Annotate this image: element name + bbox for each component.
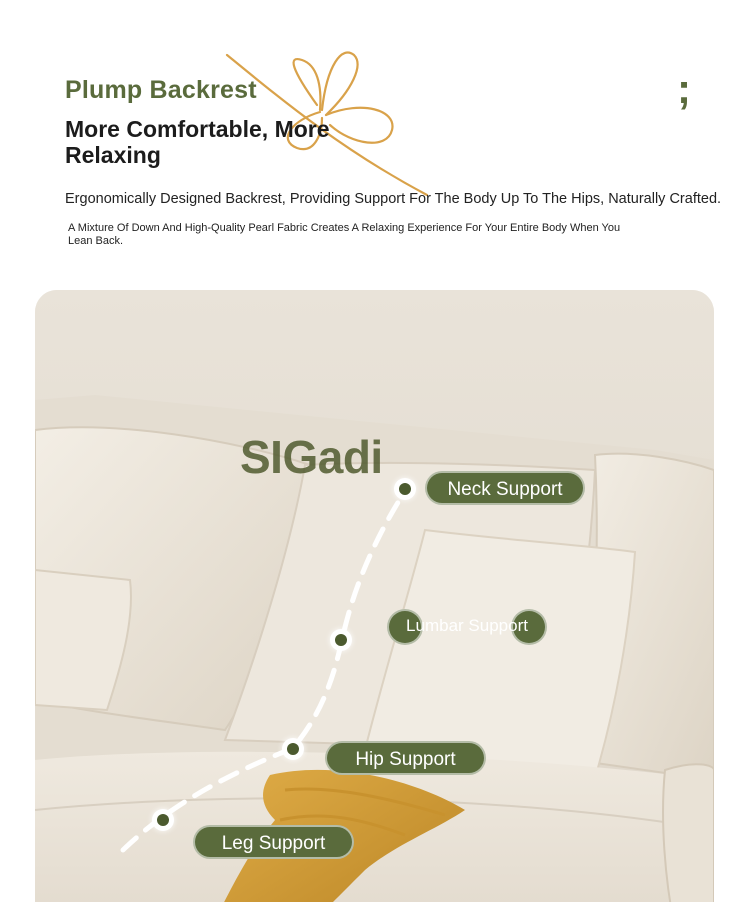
sofa-photo <box>35 290 714 902</box>
section-headline: More Comfortable, More Relaxing <box>65 116 330 168</box>
header-section <box>0 0 750 290</box>
section-kicker: Plump Backrest <box>65 76 257 104</box>
lumbar-support-text: Lumbar Support <box>406 616 528 635</box>
hip-support-marker <box>282 738 304 760</box>
sofa-illustration <box>35 290 714 902</box>
neck-support-marker <box>394 478 416 500</box>
lumbar-support-marker <box>330 629 352 651</box>
lead-text: Ergonomically Designed Backrest, Providing Support For The Body Up To The Hips, Naturally Crafted. <box>65 191 722 207</box>
fine-print: A Mixture Of Down And High-Quality Pearl Fabric Creates A Relaxing Experience For Your Entire Body When You Lean Back. <box>68 222 621 247</box>
leg-support-marker <box>152 809 174 831</box>
hip-support-label: Hip Support <box>325 741 486 775</box>
brand-watermark: SIGadi <box>240 431 383 483</box>
lumbar-support-label <box>387 609 547 643</box>
brand-mark-icon: ; <box>677 65 691 112</box>
neck-support-label: Neck Support <box>425 471 585 505</box>
leg-support-label: Leg Support <box>193 825 354 859</box>
